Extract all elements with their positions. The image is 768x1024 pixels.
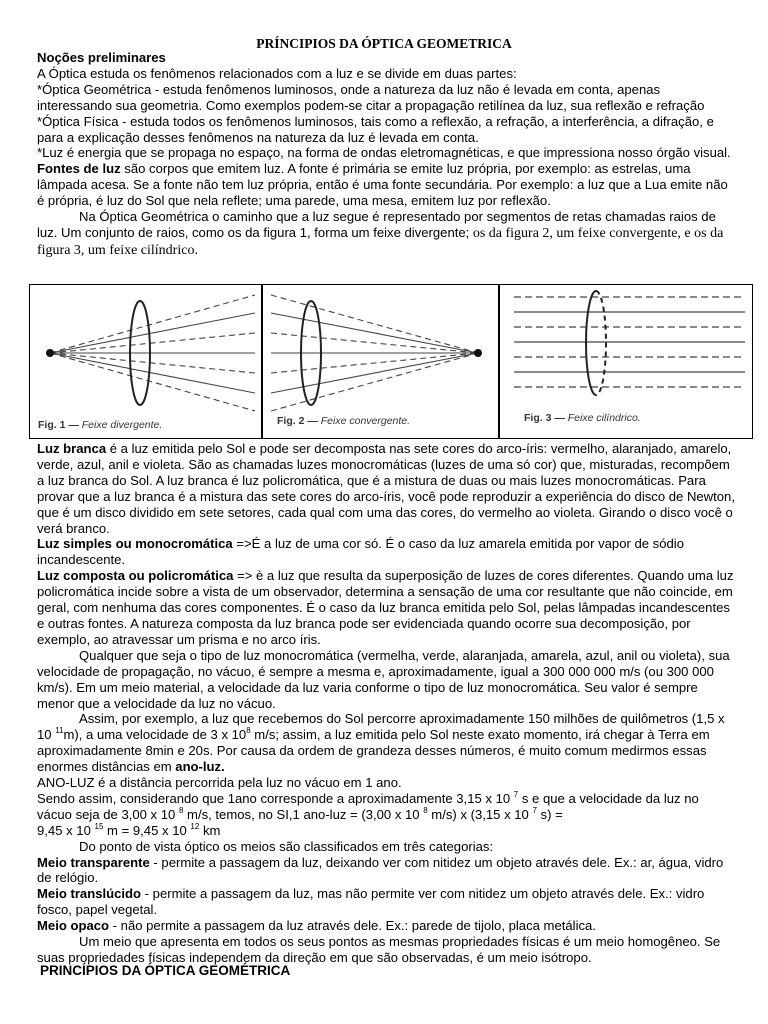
figure-caption: Fig. 3 — Feixe cilíndrico. xyxy=(524,412,641,424)
paragraph: *Luz é energia que se propaga no espaço, na forma de ondas eletromagnéticas, e que impressiona nosso órgão visual. xyxy=(37,145,731,161)
term: Fontes de luz xyxy=(37,161,121,177)
term: Meio translúcido xyxy=(37,886,142,902)
term: Luz branca xyxy=(37,441,107,456)
figure-caption: Fig. 1 — Feixe divergente. xyxy=(38,419,163,431)
figure-cylindrical-beam xyxy=(499,284,753,439)
paragraph: Um meio que apresenta em todos os seus pontos as mesmas propriedades físicas é um meio homogêneo. Se suas propriedades físicas independem da direção em que são observadas, é um meio isótropo. xyxy=(37,934,721,965)
term: Meio transparente xyxy=(37,854,150,870)
paragraph: Luz composta ou policromática => è a luz que resulta da superposição de luzes de cores diferentes. Quando uma luz policromática incide sobre a vista de um observador, determina a sensação de uma cor resultante que não coincide, em geral, com nenhuma das cores componentes. É o caso da luz branca emitida pelo Sol, pelas lâmpadas incandescentes e outras fontes. A natureza composta da luz branca pode ser evidenciada quando ocorre sua decomposição, por exemplo, ao atravessar um prisma e no arco íris. xyxy=(37,568,734,647)
paragraph: *Óptica Física - estuda todos os fenômenos luminosos, tais como a reflexão, a refração, a interferência, a difração, e para a explicação desses fenômenos na natureza da luz é levada em conta. xyxy=(37,113,714,145)
paragraph: Meio opaco - não permite a passagem da luz através dele. Ex.: parede de tijolo, placa metálica. xyxy=(37,918,596,934)
paragraph: *Óptica Geométrica - estuda fenômenos luminosos, onde a natureza da luz não é levada em conta, apenas interessando sua geometria. Como exemplos podem-se citar a propagação retilínea da luz, sua reflexão e refração xyxy=(37,81,705,113)
section-title: PRINCÍPIOS DA ÓPTICA GEOMÉTRICA xyxy=(40,963,291,978)
paragraph: Fontes de luz são corpos que emitem luz. A fonte é primária se emite luz própria, por exemplo: as estrelas, uma lâmpada acesa. Se a fonte não tem luz própria, então é uma fonte secundária. Por exemplo: a luz que a Lua emite não é própria, é luz do Sol que nela reflete; uma parede, uma mesa, emitem luz por reflexão. xyxy=(37,161,728,209)
paragraph: 9,45 x 10 $^{15}$ m = 9,45 x 10 $^{12}$ km xyxy=(37,821,221,838)
figure-row xyxy=(29,284,753,439)
figure-divergent-beam xyxy=(29,284,262,439)
paragraph: Meio transparente - permite a passagem da luz, deixando ver com nitidez um objeto através dele. Ex.: ar, água, vidro de relógio. xyxy=(37,854,724,886)
paragraph: Qualquer que seja o tipo de luz monocromática (vermelha, verde, alaranjada, amarela, azul, anil ou violeta), sua velocidade de propagação, no vácuo, é sempre a mesma e, aproximadamente, igual a 300 000 000 m/s (ou 300 000 km/s). Em um meio material, a velocidade da luz varia conforme o tipo de luz monocromática. Seu valor é sempre menor que a velocidade da luz no vácuo. xyxy=(37,647,730,711)
intro-section xyxy=(37,50,737,259)
figure-caption: Fig. 2 — Feixe convergente. xyxy=(277,415,411,427)
term: Meio opaco xyxy=(37,918,110,934)
paragraph: Do ponto de vista óptico os meios são classificados em três categorias: xyxy=(79,838,494,854)
term: Luz simples ou monocromática xyxy=(37,536,233,552)
paragraph: A Óptica estuda os fenômenos relacionados com a luz e se divide em duas partes: xyxy=(37,65,517,81)
main-section xyxy=(37,441,737,966)
paragraph: Luz branca é a luz emitida pelo Sol e pode ser decomposta nas sete cores do arco-íris: vermelho, alaranjado, amarelo, verde, azul, anil e violeta. São as chamadas luzes monocromáticas (luzes de uma só cor) que, misturadas, recompõem a luz branca do Sol. A luz branca é luz policromática, que é a mistura de duas ou mais luzes monocromáticas. Para provar que a luz branca é a mistura das sete cores do arco-íris, você pode reproduzir a experiência do disco de Newton, que é um disco dividido em sete setores, cada qual com uma das cores, do vermelho ao violeta. Girando o disco você o verá branco. xyxy=(37,441,735,536)
page-title: PRÍNCIPIOS DA ÓPTICA GEOMETRICA xyxy=(256,36,512,51)
divergent-beam-diagram xyxy=(30,285,263,440)
section-heading: Noções preliminares xyxy=(37,50,166,65)
paragraph: ANO-LUZ é a distância percorrida pela luz no vácuo em 1 ano. xyxy=(37,775,402,791)
paragraph: Luz simples ou monocromática =>É a luz de uma cor só. É o caso da luz amarela emitida por vapor de sódio incandescente. xyxy=(37,536,684,568)
term: ano-luz. xyxy=(175,759,225,775)
figure-convergent-beam xyxy=(262,284,499,439)
term: Luz composta ou policromática xyxy=(37,568,234,584)
paragraph: Assim, por exemplo, a luz que recebemos do Sol percorre aproximadamente 150 milhões de quilômetros (1,5 x 10 $^{11}$m), a uma velocidade de 3 x $10^8$ m/s; assim, a luz emitida pelo Sol neste exato momento, irá chegar à Terra em aproximadamente 8min e 20s. Por causa da ordem de grandeza desses números, é muito comum medirmos essas enormes distâncias em ano-luz. xyxy=(37,711,725,775)
paragraph: Meio translúcido - permite a passagem da luz, mas não permite ver com nitidez um objeto através dele. Ex.: vidro fosco, papel vegetal. xyxy=(37,886,705,918)
paragraph: Sendo assim, considerando que 1ano corresponde a aproximadamente 3,15 x 10 $^7$ s e que a velocidade da luz no vácuo seja de 3,00 x 10 $^8$ m/s, temos, no SI,1 ano-luz = (3,00 x 10 $^8$ m/s) x (3,15 x 10 $^7$ s) = xyxy=(37,789,699,822)
paragraph: Na Óptica Geométrica o caminho que a luz segue é representado por segmentos de retas chamadas raios de luz. Um conjunto de raios, como os da figura 1, forma um feixe divergente; os da figura 2, um feixe convergente, e os da figura 3, um feixe cilíndrico. xyxy=(37,209,724,258)
